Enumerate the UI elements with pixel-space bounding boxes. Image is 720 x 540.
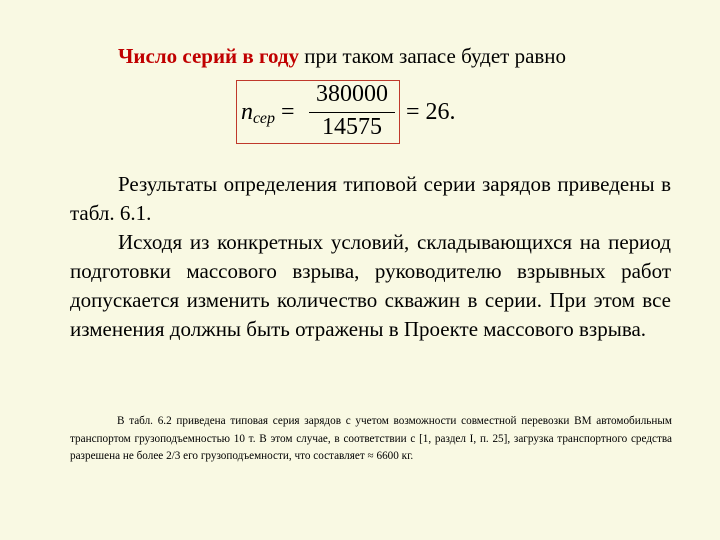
- formula-subscript: сер: [253, 110, 275, 127]
- fraction-denominator: 14575: [322, 114, 382, 140]
- formula-result: = 26.: [406, 99, 456, 125]
- formula-box: [236, 80, 400, 144]
- footnote: В табл. 6.2 приведена типовая серия зарядов с учетом возможности совместной перевозки ВМ автомобильным транспортом грузоподъемностью 10 т. В этом случае, в соответствии с [1, раздел I, п. 25], загрузка транспортного средства разрешена не более 2/3 его грузоподъемности, что составляет ≈ 6600 кг.: [70, 415, 672, 462]
- intro-highlight: Число серий в году: [118, 44, 300, 68]
- paragraph-results: Результаты определения типовой серии зарядов приведены в табл. 6.1.: [70, 172, 671, 225]
- formula-variable: n: [241, 99, 253, 125]
- fraction-numerator: 380000: [316, 81, 388, 107]
- intro-sentence: [118, 44, 566, 69]
- fraction-bar: [309, 112, 395, 113]
- formula-equals: =: [281, 99, 295, 125]
- paragraph-conditions: Исходя из конкретных условий, складывающихся на период подготовки массового взрыва, руководителю взрывных работ допускается изменить количество скважин в серии. При этом все изменения должны быть отражены в Проекте массового взрыва.: [70, 230, 671, 341]
- formula-lhs: [241, 99, 295, 128]
- intro-rest: при таком запасе будет равно: [299, 44, 567, 68]
